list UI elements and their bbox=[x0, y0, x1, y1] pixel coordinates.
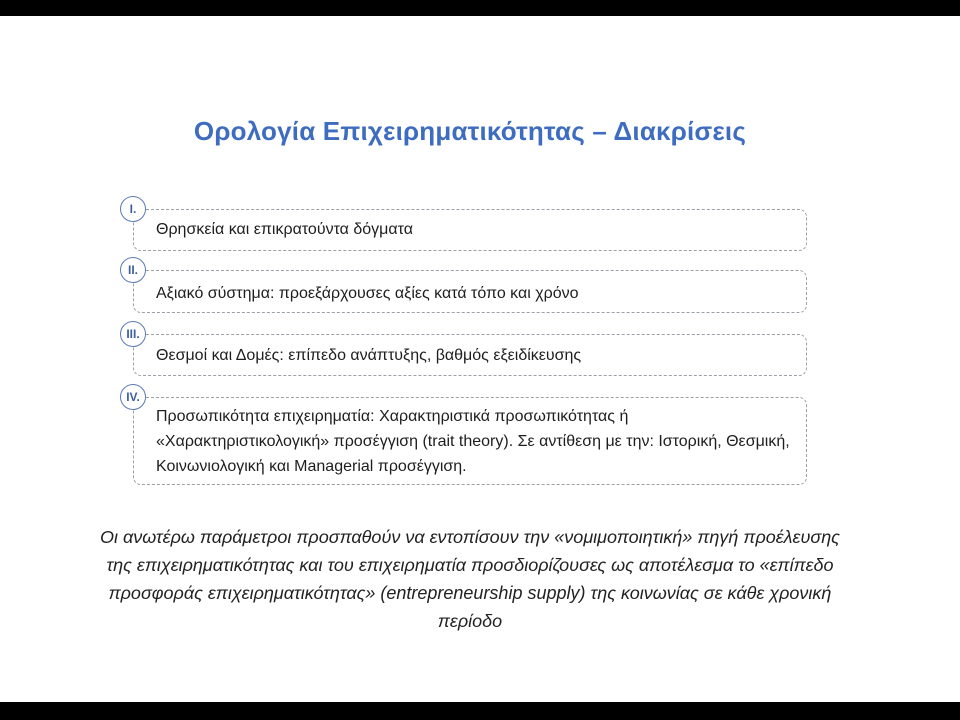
list-item-3-text: Θεσμοί και Δομές: επίπεδο ανάπτυξης, βαθμός εξειδίκευσης bbox=[156, 347, 582, 364]
numeral-badge-1: I. bbox=[120, 196, 146, 222]
list-item-1 bbox=[129, 202, 807, 251]
list-item-4 bbox=[126, 390, 807, 485]
numeral-badge-3: III. bbox=[120, 321, 146, 347]
numeral-badge-2: II. bbox=[120, 257, 146, 283]
summary-paragraph: Οι ανωτέρω παράμετροι προσπαθούν να εντοπίσουν την «νομιμοποιητική» πηγή προέλευσης της επιχειρηματικότητας και του επιχειρηματία προσδιορίζουσες ως αποτέλεσμα το «επίπεδο προσφοράς επιχειρηματικότητας» (entrepreneurship supply) της κοινωνίας σε κάθε χρονική περίοδο bbox=[100, 527, 840, 631]
slide-title: Ορολογία Επιχειρηματικότητας – Διακρίσεις bbox=[193, 116, 747, 146]
slide bbox=[0, 16, 960, 702]
list-item-4-text: Προσωπικότητα επιχειρηματία: Χαρακτηριστικά προσωπικότητας ή «Χαρακτηριστικολογική» προσέγγιση (trait theory). Σε αντίθεση με την: Ιστορική, Θεσμική, Κοινωνιολογική και Managerial προσέγγιση. bbox=[156, 408, 790, 475]
list-item-2 bbox=[127, 263, 807, 313]
list-item-2-text: Αξιακό σύστημα: προεξάρχουσες αξίες κατά τόπο και χρόνο bbox=[156, 285, 579, 302]
list-item-3 bbox=[126, 327, 807, 376]
numeral-badge-4: IV. bbox=[120, 384, 146, 410]
list-item-1-text: Θρησκεία και επικρατούντα δόγματα bbox=[156, 221, 413, 238]
